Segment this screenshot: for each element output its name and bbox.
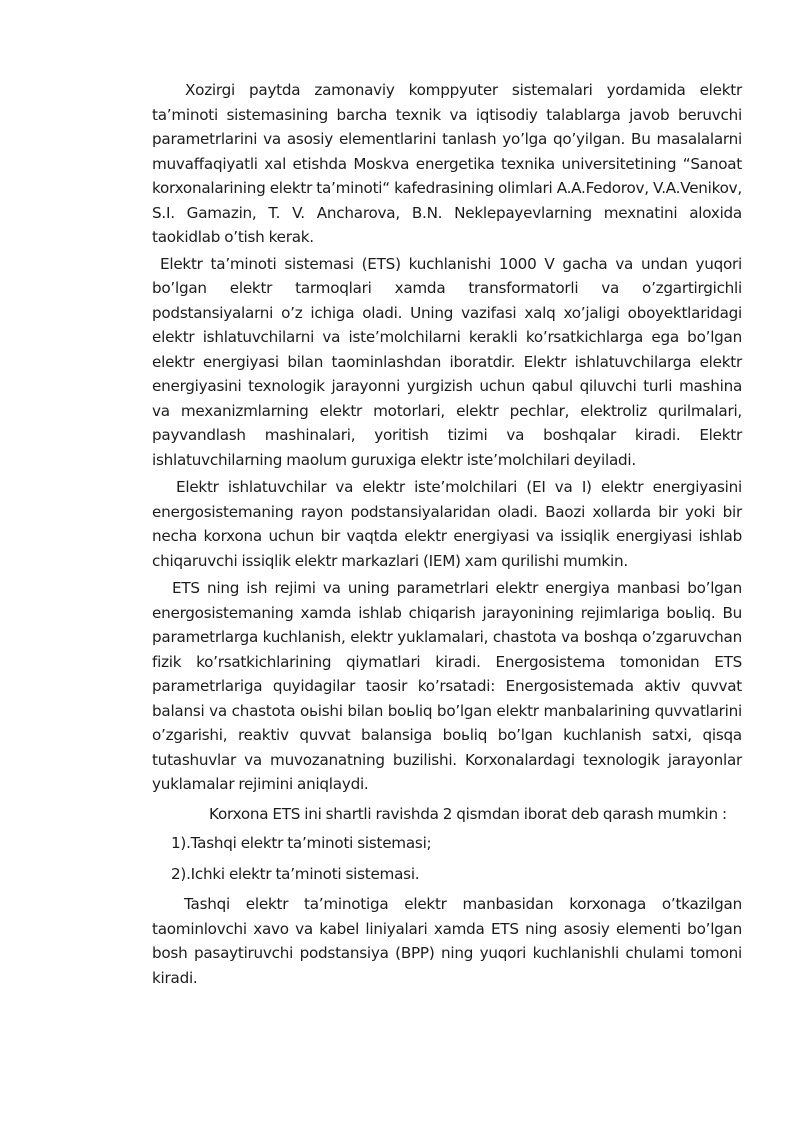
paragraph-ets-regime: ETS ning ish rejimi va uning parametrlari elektr energiya manbasi bo’lgan energosistemaning xamda ishlab chiqarish jarayonining rejimlariga boьliq. Bu parametrlarga kuchlanish, elektr yuklamalari, chastota va boshqa o’zgaruvchan fizik ko’rsatkichlarining qiymatlari kiradi. Energosistema tomonidan ETS parametrlariga quyidagilar taosir ko’rsatadi: Energosistemada aktiv quvvat balansi va chastota oьishi bilan boьliq bo’lgan elektr manbalarining quvvatlarini o’zgarishi, reaktiv quvvat balansiga boьliq bo’lgan kuchlanish satxi, qisqa tutashuvlar va muvozanatning buzilishi. Korxonalardagi texnologik jarayonlar yuklamalar rejimini aniqlaydi. — [152, 579, 742, 793]
document-page — [152, 78, 742, 990]
paragraph-ets-definition: Elektr ta’minoti sistemasi (ETS) kuchlanishi 1000 V gacha va undan yuqori bo’lgan elektr tarmoqlari xamda transformatorli va o’zgartirgichli podstansiyalarni o’z ichiga oladi. Uning vazifasi xalq xo’jaligi oboyektlaridagi elektr ishlatuvchilarni va iste’molchilarni kerakli ko’rsatkichlarga ega bo’lgan elektr energiyasi bilan taominlashdan iboratdir. Elektr ishlatuvchilarga elektr energiyasini texnologik jarayonni yurgizish uchun qabul qiluvchi turli mashina va mexanizmlarning elektr motorlari, elektr pechlar, elektroliz qurilmalari, payvandlash mashinalari, yoritish tizimi va boshqalar kiradi. Elektr ishlatuvchilarning maolum guruxiga elektr iste’molchilari deyiladi. — [152, 254, 742, 469]
list-item-external: 1).Tashqi elektr ta’minoti sistemasi; — [171, 834, 432, 852]
paragraph-external-supply: Tashqi elektr ta’minotiga elektr manbasidan korxonaga o’tkazilgan taominlovchi xavo va kabel liniyalari xamda ETS ning asosiy elementi bo’lgan bosh pasaytiruvchi podstansiya (BPP) ning yuqori kuchlanishli chulami tomoni kiradi. — [152, 895, 742, 987]
list-item-internal: 2).Ichki elektr ta’minoti sistemasi. — [171, 864, 420, 883]
paragraph-ets-parts: Korxona ETS ini shartli ravishda 2 qismdan iborat deb qarash mumkin : — [209, 804, 727, 823]
paragraph-intro: Xozirgi paytda zamonaviy komppyuter sistemalari yordamida elektr ta’minoti sistemasining barcha texnik va iqtisodiy talablarga javob beruvchi parametrlarini va asosiy elementlarini tanlash yo’lga qo’yilgan. Bu masalalarni muvaffaqiyatli xal etishda Moskva energetika texnika universitetining “Sanoat korxonalarining elektr ta’minoti“ kafedrasining olimlari A.A.Fedorov, V.A.Venikov, S.I. Gamazin, T. V. Ancharova, B.N. Neklepayevlarning mexnatini aloxida taokidlab o’tish kerak. — [152, 81, 742, 246]
paragraph-energy-sources: Elektr ishlatuvchilar va elektr iste’molchilari (EI va I) elektr energiyasini energosistemaning rayon podstansiyalaridan oladi. Baozi xollarda bir yoki bir necha korxona uchun bir vaqtda elektr energiyasi va issiqlik energiyasi ishlab chiqaruvchi issiqlik elektr markazlari (IEM) xam qurilishi mumkin. — [152, 478, 742, 570]
